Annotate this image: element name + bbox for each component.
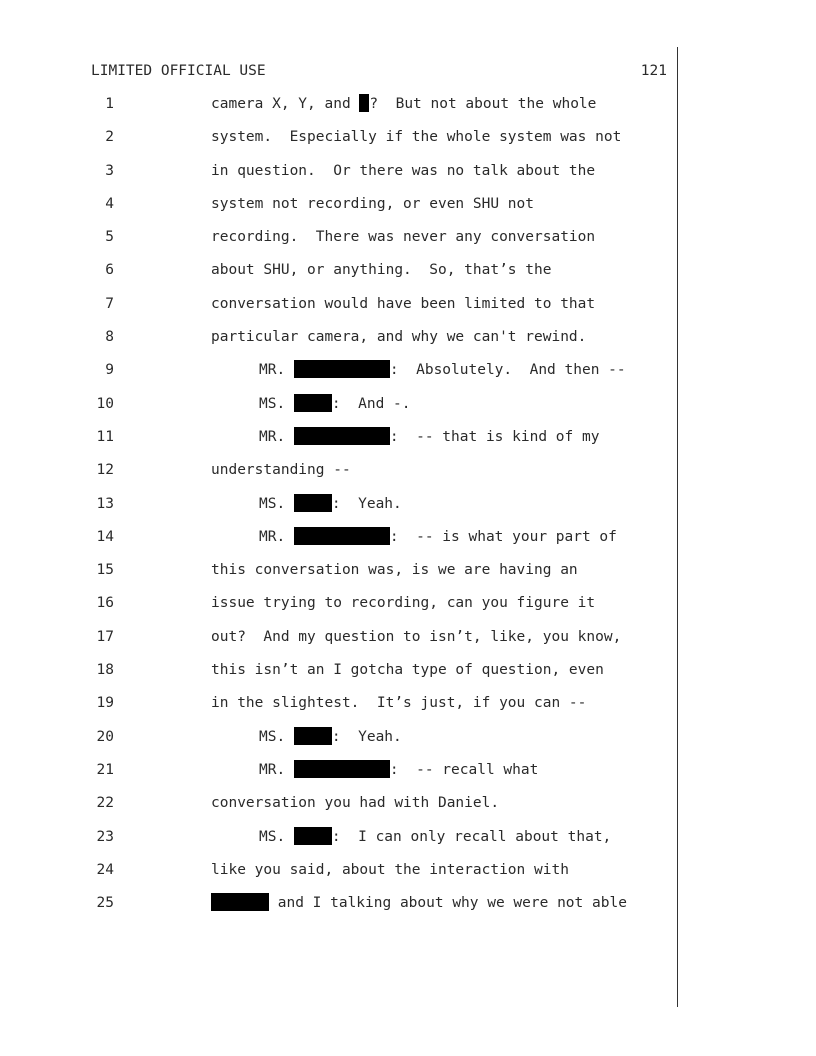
transcript-line [0,494,677,527]
line-number: 11 [96,428,114,445]
line-number: 19 [96,695,114,712]
transcript-line [0,161,677,194]
transcript-line [0,260,677,293]
page-right-rule [677,47,678,1007]
line-number: 5 [105,229,114,246]
line-number: 1 [105,96,114,112]
speaker-prefix: MR. [259,428,294,445]
transcript-line [0,627,677,660]
line-number: 7 [105,295,114,312]
line-text: in question. Or there was no talk about the [211,162,596,179]
transcript-line [0,760,677,793]
transcript-line [0,660,677,693]
speaker-prefix: MR. [259,528,294,545]
transcript-lines [0,94,677,926]
redaction-box [294,360,390,378]
line-text-part: ? But not about the whole [369,96,597,112]
line-text-part: : -- is what your part of [389,528,617,545]
line-number: 8 [105,329,114,346]
line-number: 17 [96,628,114,645]
transcript-line [0,560,677,593]
line-text: issue trying to recording, can you figure it [211,595,596,612]
transcript-line [0,127,677,160]
line-number: 16 [96,595,114,612]
speaker-line [259,394,411,414]
line-text: in the slightest. It’s just, if you can -- [211,695,587,712]
page-number: 121 [640,63,667,79]
line-text [211,94,596,114]
transcript-line [0,327,677,360]
transcript-line [0,360,677,393]
redaction-box [294,427,390,445]
line-number: 25 [96,895,114,912]
line-text: this isn’t an I gotcha type of question, even [211,662,604,679]
line-number: 21 [96,761,114,778]
redaction-box [359,94,369,112]
line-text: system. Especially if the whole system was not [211,129,622,146]
line-text-part: : Absolutely. And then -- [389,362,626,379]
line-number: 18 [96,662,114,679]
transcript-line [0,827,677,860]
line-number: 13 [96,495,114,512]
line-number: 6 [105,262,114,279]
line-text-part: : Yeah. [331,495,402,512]
transcript-line [0,693,677,726]
speaker-prefix: MS. [259,828,294,845]
speaker-line [259,427,599,447]
line-number: 2 [105,129,114,146]
speaker-prefix: MS. [259,395,294,412]
speaker-line [259,527,617,547]
line-text [211,893,627,913]
line-text-part: camera X, Y, and [211,96,360,112]
redaction-box [294,727,332,745]
line-text: like you said, about the interaction with [211,861,569,878]
transcript-line [0,294,677,327]
redaction-box [211,893,269,911]
line-number: 22 [96,795,114,812]
transcript-line [0,460,677,493]
line-text-part: : -- recall what [389,761,539,778]
transcript-line [0,227,677,260]
line-text: particular camera, and why we can't rewind. [211,329,587,346]
transcript-line [0,893,677,926]
speaker-line [259,827,611,847]
speaker-prefix: MS. [259,728,294,745]
speaker-line [259,494,402,514]
line-text: conversation you had with Daniel. [211,795,500,812]
line-text: system not recording, or even SHU not [211,195,535,212]
transcript-line [0,194,677,227]
line-number: 12 [96,462,114,479]
transcript-line [0,793,677,826]
line-text-part: : I can only recall about that, [331,828,612,845]
transcript-line [0,94,677,127]
speaker-line [259,760,538,780]
line-text-part: : And -. [331,395,411,412]
line-number: 24 [96,861,114,878]
transcript-line [0,860,677,893]
speaker-line [259,727,402,747]
line-number: 4 [105,195,114,212]
line-text: recording. There was never any conversation [211,229,596,246]
speaker-line [259,360,626,380]
line-number: 14 [96,528,114,545]
line-text: conversation would have been limited to that [211,295,596,312]
line-text-part: and I talking about why we were not able [269,895,627,912]
line-text-part: : Yeah. [331,728,402,745]
transcript-line [0,427,677,460]
line-number: 20 [96,728,114,745]
redaction-box [294,760,390,778]
speaker-prefix: MR. [259,362,294,379]
line-number: 10 [96,395,114,412]
line-text: out? And my question to isn’t, like, you know, [211,628,622,645]
line-number: 23 [96,828,114,845]
redaction-box [294,827,332,845]
line-text-part: : -- that is kind of my [389,428,600,445]
line-number: 15 [96,562,114,579]
transcript-line [0,593,677,626]
line-text: this conversation was, is we are having an [211,562,578,579]
transcript-line [0,527,677,560]
line-text: about SHU, or anything. So, that’s the [211,262,552,279]
transcript-line [0,394,677,427]
line-number: 9 [105,362,114,379]
redaction-box [294,394,332,412]
line-number: 3 [105,162,114,179]
speaker-prefix: MR. [259,761,294,778]
redaction-box [294,527,390,545]
transcript-line [0,727,677,760]
redaction-box [294,494,332,512]
line-text: understanding -- [211,462,351,479]
classification-header: LIMITED OFFICIAL USE [91,63,266,79]
speaker-prefix: MS. [259,495,294,512]
